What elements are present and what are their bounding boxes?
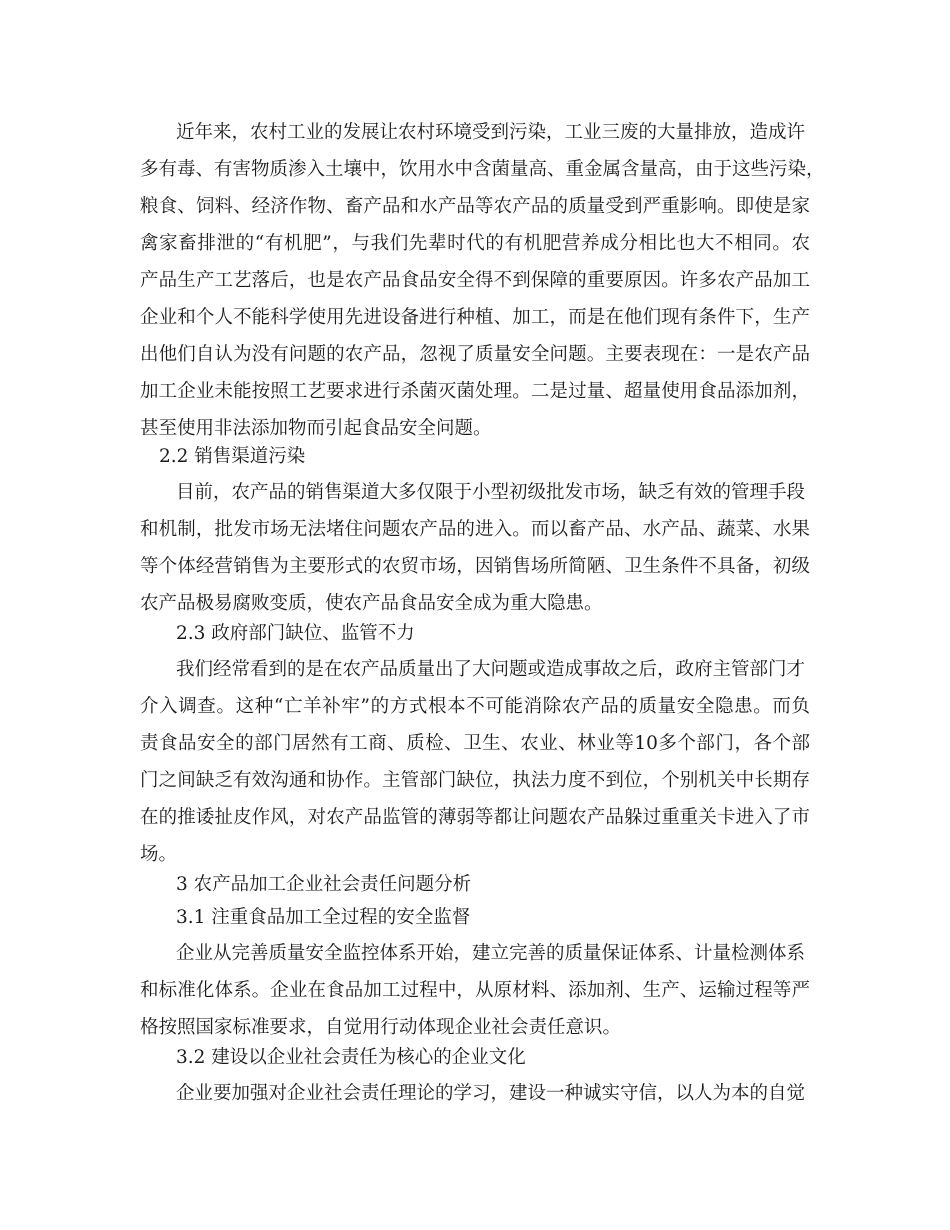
body-text-line: 近年来，农村工业的发展让农村环境受到污染，工业三废的大量排放，造成许 <box>176 122 806 143</box>
body-text-line: 目前，农产品的销售渠道大多仅限于小型初级批发市场，缺乏有效的管理手段 <box>176 482 806 503</box>
body-text-line: 我们经常看到的是在农产品质量出了大问题或造成事故之后，政府主管部门才 <box>176 659 806 680</box>
body-text-line: 加工企业未能按照工艺要求进行杀菌灭菌处理。二是过量、超量使用食品添加剂， <box>140 381 810 402</box>
body-text-line: 企业从完善质量安全监控体系开始，建立完善的质量保证体系、计量检测体系 <box>176 943 806 964</box>
body-text-line: 出他们自认为没有问题的农产品，忽视了质量安全问题。主要表现在：一是农产品 <box>140 344 810 365</box>
body-text-line: 在的推诿扯皮作风，对农产品监管的薄弱等都让问题农产品躲过重重关卡进入了市 <box>140 807 810 828</box>
section-heading: 2.3 政府部门缺位、监管不力 <box>176 623 415 644</box>
section-heading: 3 农产品加工企业社会责任问题分析 <box>176 874 472 895</box>
body-text-line: 和机制，批发市场无法堵住问题农产品的进入。而以畜产品、水产品、蔬菜、水果 <box>140 519 810 540</box>
body-text-line: 格按照国家标准要求，自觉用行动体现企业社会责任意识。 <box>140 1017 622 1038</box>
section-heading: 3.2 建设以企业社会责任为核心的企业文化 <box>176 1047 526 1068</box>
body-text-line: 企业要加强对企业社会责任理论的学习，建设一种诚实守信，以人为本的自觉 <box>176 1083 806 1104</box>
body-text-line: 多有毒、有害物质渗入土壤中，饮用水中含菌量高、重金属含量高，由于这些污染， <box>140 159 825 180</box>
body-text-line: 和标准化体系。企业在食品加工过程中，从原材料、添加剂、生产、运输过程等严 <box>140 980 810 1001</box>
body-text-line: 农产品极易腐败变质，使农产品食品安全成为重大隐患。 <box>140 593 603 614</box>
body-text-line: 等个体经营销售为主要形式的农贸市场，因销售场所简陋、卫生条件不具备，初级 <box>140 556 810 577</box>
body-text-line: 门之间缺乏有效沟通和协作。主管部门缺位，执法力度不到位，个别机关中长期存 <box>140 770 810 791</box>
body-text-line: 企业和个人不能科学使用先进设备进行种植、加工，而是在他们现有条件下，生产 <box>140 307 810 328</box>
section-heading: 3.1 注重食品加工全过程的安全监督 <box>176 907 471 928</box>
body-text-line: 禽家畜排泄的“有机肥”，与我们先辈时代的有机肥营养成分相比也大不相同。农 <box>140 233 810 254</box>
body-text-line: 场。 <box>140 844 178 865</box>
body-text-line: 甚至使用非法添加物而引起食品安全问题。 <box>140 418 492 439</box>
body-text-line: 责食品安全的部门居然有工商、质检、卫生、农业、林业等10多个部门，各个部 <box>140 733 810 754</box>
body-text-line: 粮食、饲料、经济作物、畜产品和水产品等农产品的质量受到严重影响。即使是家 <box>140 196 810 217</box>
body-text-line: 介入调查。这种“亡羊补牢”的方式根本不可能消除农产品的质量安全隐患。而负 <box>140 696 810 717</box>
section-heading: 2.2 销售渠道污染 <box>159 446 306 467</box>
body-text-line: 产品生产工艺落后，也是农产品食品安全得不到保障的重要原因。许多农产品加工 <box>140 270 810 291</box>
